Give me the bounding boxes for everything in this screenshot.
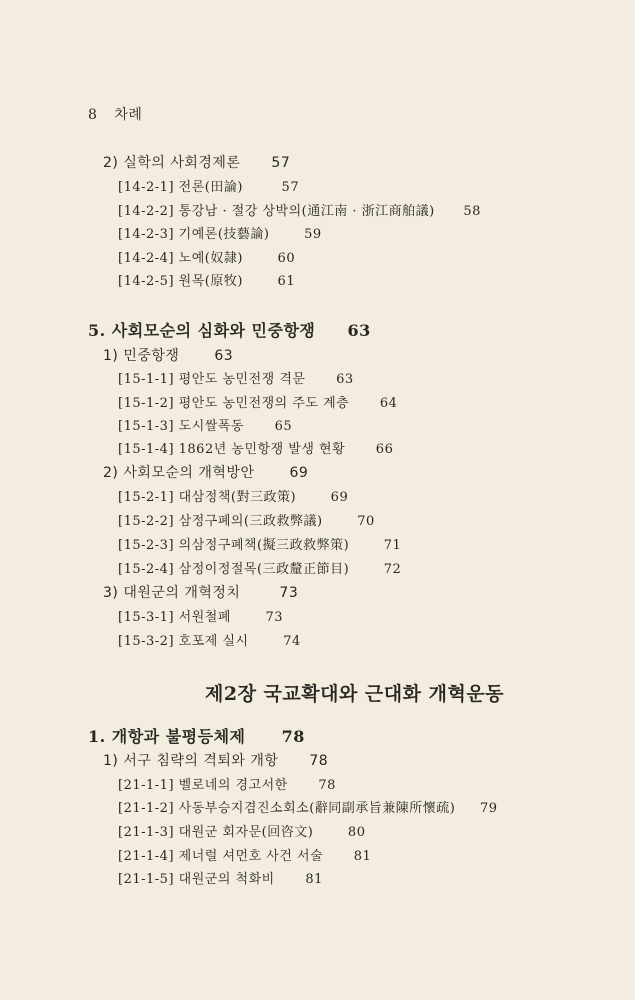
entry-title: [14-2-4] 노예(奴隷) — [118, 251, 243, 266]
entry-title: 3) 대원군의 개혁정치 — [103, 585, 241, 601]
entry-page: 72 — [383, 562, 402, 577]
toc-item — [118, 868, 323, 887]
entry-page: 63 — [214, 348, 234, 364]
entry-page: 60 — [277, 251, 296, 266]
toc-item — [118, 438, 393, 457]
entry-page: 64 — [379, 396, 398, 411]
entry-title: 1) 민중항쟁 — [103, 348, 180, 364]
entry-page: 61 — [277, 274, 296, 289]
toc-item — [118, 534, 401, 553]
entry-title: [15-1-4] 1862년 농민항쟁 발생 현황 — [118, 442, 346, 457]
entry-page: 58 — [463, 204, 481, 219]
header-title: 차례 — [114, 107, 143, 123]
entry-title: 1) 서구 침략의 격퇴와 개항 — [103, 753, 279, 769]
entry-page: 63 — [347, 321, 371, 340]
entry-title: [14-2-1] 전론(田論) — [118, 180, 243, 195]
entry-page: 79 — [480, 801, 498, 816]
toc-subsection — [103, 582, 298, 602]
toc-item — [118, 270, 295, 289]
toc-item — [118, 176, 299, 195]
entry-page: 69 — [289, 465, 309, 481]
entry-page: 66 — [375, 442, 394, 457]
entry-page: 78 — [318, 778, 336, 793]
entry-page: 69 — [330, 490, 349, 505]
entry-title: 2) 사회모순의 개혁방안 — [103, 465, 255, 481]
toc-item — [118, 223, 322, 242]
toc-section — [88, 318, 371, 341]
entry-title: [14-2-2] 통강남 · 절강 상박의(通江南 · 浙江商舶議) — [118, 204, 435, 219]
entry-title: [14-2-3] 기예론(技藝論) — [118, 227, 270, 242]
toc-subsection — [103, 152, 290, 172]
entry-page: 73 — [265, 610, 284, 625]
toc-subsection — [103, 750, 328, 770]
entry-title: 2) 실학의 사회경제론 — [103, 155, 241, 171]
toc-item — [118, 415, 292, 434]
entry-page: 81 — [305, 872, 323, 887]
toc-item — [118, 510, 375, 529]
entry-title: [15-1-2] 평안도 농민전쟁의 주도 계층 — [118, 396, 350, 411]
entry-title: [15-3-2] 호포제 실시 — [118, 634, 249, 649]
header-page-number: 8 — [88, 107, 98, 123]
entry-page: 81 — [353, 849, 372, 864]
entry-title: 1. 개항과 불평등체제 — [88, 727, 246, 746]
toc-item — [118, 368, 354, 387]
entry-title: [14-2-5] 원목(原牧) — [118, 274, 243, 289]
entry-title: [15-3-1] 서원철폐 — [118, 610, 231, 625]
entry-page: 70 — [357, 514, 375, 529]
toc-item — [118, 558, 401, 577]
page-header — [88, 104, 142, 124]
entry-title: [15-1-3] 도시쌀폭동 — [118, 419, 244, 434]
toc-subsection — [103, 462, 308, 482]
toc-item — [118, 392, 397, 411]
entry-title: [21-1-4] 제너럴 셔먼호 사건 서술 — [118, 849, 324, 864]
entry-title: [21-1-3] 대원군 회자문(回咨文) — [118, 825, 314, 840]
chapter-title: 제2장 국교확대와 근대화 개혁운동 — [205, 683, 505, 705]
toc-item — [118, 606, 283, 625]
toc-item — [118, 774, 336, 793]
entry-title: [15-2-3] 의삼정구폐책(擬三政救弊策) — [118, 538, 350, 553]
toc-item — [118, 486, 348, 505]
entry-page: 74 — [283, 634, 301, 649]
entry-title: [21-1-2] 사동부승지겸진소회소(辭同副承旨兼陳所懷疏) — [118, 801, 456, 816]
entry-page: 59 — [304, 227, 322, 242]
entry-title: [15-2-2] 삼정구폐의(三政救弊議) — [118, 514, 323, 529]
entry-title: [15-2-4] 삼정이정절목(三政釐正節目) — [118, 562, 350, 577]
entry-title: 5. 사회모순의 심화와 민중항쟁 — [88, 321, 316, 340]
toc-item — [118, 797, 498, 816]
entry-page: 78 — [281, 727, 305, 746]
toc-item — [118, 845, 371, 864]
toc-item — [118, 630, 301, 649]
toc-section — [88, 724, 305, 747]
entry-title: [21-1-1] 벨로네의 경고서한 — [118, 778, 288, 793]
entry-page: 78 — [309, 753, 329, 769]
entry-title: [15-1-1] 평안도 농민전쟁 격문 — [118, 372, 306, 387]
entry-page: 73 — [279, 585, 299, 601]
toc-subsection — [103, 345, 233, 365]
entry-page: 57 — [271, 155, 291, 171]
entry-page: 63 — [336, 372, 354, 387]
entry-page: 80 — [347, 825, 366, 840]
toc-item — [118, 247, 295, 266]
toc-item — [118, 821, 365, 840]
entry-page: 65 — [274, 419, 293, 434]
entry-page: 57 — [281, 180, 300, 195]
toc-item — [118, 200, 481, 219]
entry-title: [21-1-5] 대원군의 척화비 — [118, 872, 275, 887]
entry-title: [15-2-1] 대삼정책(對三政策) — [118, 490, 297, 505]
entry-page: 71 — [383, 538, 402, 553]
